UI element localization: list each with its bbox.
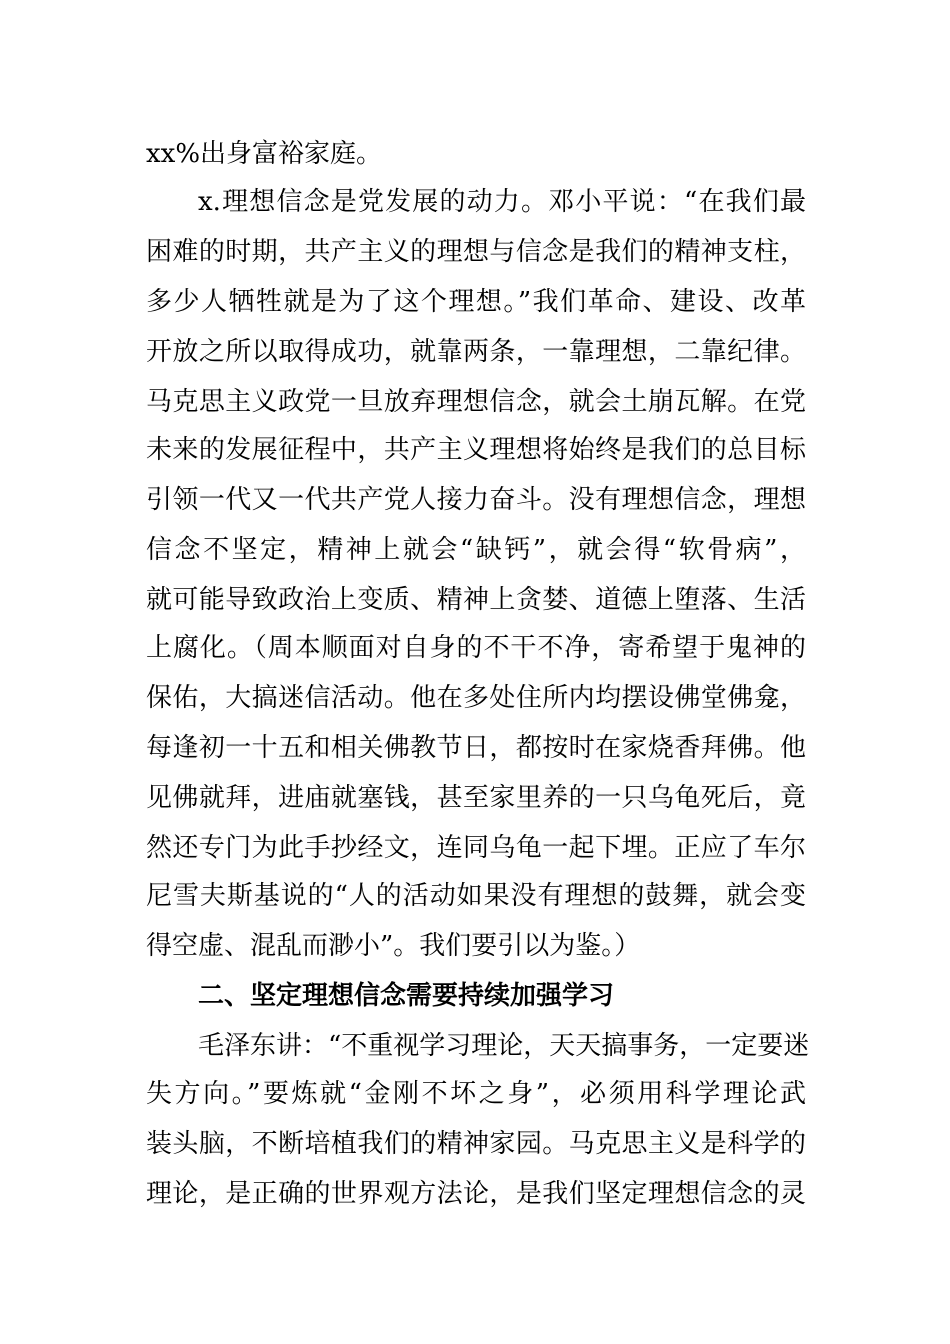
text-line: xx%出身富裕家庭。 <box>146 139 383 169</box>
text-line: 引领一代又一代共产党人接力奋斗。没有理想信念，理想 <box>146 485 806 515</box>
section-heading: 二、坚定理想信念需要持续加强学习 <box>198 981 615 1011</box>
text-line: 马克思主义政党一旦放弃理想信念，就会土崩瓦解。在党 <box>146 387 806 417</box>
section-point-line: x.理想信念是党发展的动力。邓小平说：“在我们最 <box>198 187 806 217</box>
text-line: 失方向。”要炼就“金刚不坏之身”，必须用科学理论武 <box>146 1079 806 1109</box>
text-line: 毛泽东讲：“不重视学习理论，天天搞事务，一定要迷 <box>198 1031 810 1061</box>
text-line: 尼雪夫斯基说的“人的活动如果没有理想的鼓舞，就会变 <box>146 881 806 911</box>
text-line: 上腐化。（周本顺面对自身的不干不净，寄希望于鬼神的 <box>146 633 806 663</box>
text-line: 开放之所以取得成功，就靠两条，一靠理想，二靠纪律。 <box>146 337 806 367</box>
text-line: 装头脑，不断培植我们的精神家园。马克思主义是科学的 <box>146 1129 806 1159</box>
text-line: 信念不坚定，精神上就会“缺钙”，就会得“软骨病”， <box>146 535 806 565</box>
text-line: 多少人牺牲就是为了这个理想。”我们革命、建设、改革 <box>146 287 806 317</box>
text-line: 然还专门为此手抄经文，连同乌龟一起下埋。正应了车尔 <box>146 833 806 863</box>
text-line: 就可能导致政治上变质、精神上贪婪、道德上堕落、生活 <box>146 585 806 615</box>
text-line: 理论，是正确的世界观方法论，是我们坚定理想信念的灵 <box>146 1179 806 1209</box>
text-line: 未来的发展征程中，共产主义理想将始终是我们的总目标 <box>146 435 806 465</box>
text-line: 每逢初一十五和相关佛教节日，都按时在家烧香拜佛。他 <box>146 733 806 763</box>
text-line: 保佑，大搞迷信活动。他在多处住所内均摆设佛堂佛龛， <box>146 683 806 713</box>
text-line: 见佛就拜，进庙就塞钱，甚至家里养的一只乌龟死后，竟 <box>146 783 806 813</box>
text-line: 得空虚、混乱而渺小”。我们要引以为鉴。） <box>146 931 641 961</box>
text-line: 困难的时期，共产主义的理想与信念是我们的精神支柱， <box>146 237 806 267</box>
